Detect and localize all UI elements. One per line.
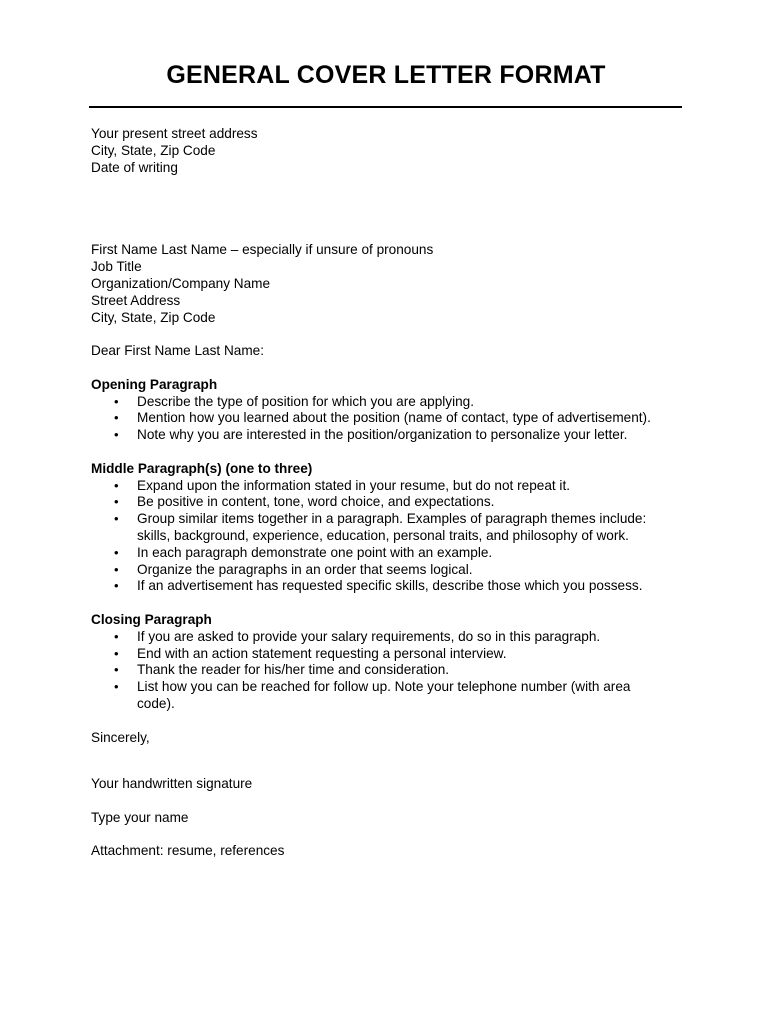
- list-item: • Expand upon the information stated in your resume, but do not repeat it.: [114, 477, 571, 493]
- middle-paragraph-heading: Middle Paragraph(s) (one to three): [91, 460, 313, 476]
- bullet-icon: •: [114, 679, 119, 695]
- bullet-icon: •: [114, 511, 119, 527]
- complimentary-close: Sincerely,: [91, 729, 150, 745]
- list-item: • Mention how you learned about the position (name of contact, type of advertisement).: [114, 410, 651, 426]
- list-item: • Thank the reader for his/her time and consideration.: [114, 662, 450, 678]
- list-item: • If you are asked to provide your salary requirements, do so in this paragraph.: [114, 628, 601, 644]
- bullet-icon: •: [114, 578, 119, 594]
- recipient-name: First Name Last Name – especially if unsure of pronouns: [91, 242, 434, 258]
- opening-bullet-list: [91, 394, 671, 444]
- opening-paragraph-section: [91, 377, 671, 444]
- attachment-line: Attachment: resume, references: [91, 843, 285, 859]
- list-item: • Organize the paragraphs in an order that seems logical.: [114, 561, 473, 577]
- bullet-icon: •: [114, 544, 119, 560]
- bullet-icon: •: [114, 561, 119, 577]
- list-item: • Note why you are interested in the position/organization to personalize your letter.: [114, 427, 628, 443]
- recipient-city-state-zip: City, State, Zip Code: [91, 309, 216, 325]
- recipient-job-title: Job Title: [91, 259, 142, 275]
- document-title: GENERAL COVER LETTER FORMAT: [166, 61, 606, 89]
- list-item: • Group similar items together in a paragraph. Examples of paragraph themes include: skills, background, experience, education, personal traits, and philosophy of work.: [114, 511, 647, 543]
- sender-address-block: [91, 126, 671, 176]
- closing-paragraph-section: [91, 612, 671, 713]
- list-item: • In each paragraph demonstrate one point with an example.: [114, 544, 493, 560]
- opening-paragraph-heading: Opening Paragraph: [91, 376, 218, 392]
- middle-bullet-list: [91, 478, 671, 596]
- bullet-icon: •: [114, 410, 119, 426]
- middle-paragraph-section: [91, 461, 671, 595]
- date-of-writing: Date of writing: [91, 159, 178, 175]
- bullet-icon: •: [114, 393, 119, 409]
- list-item: • List how you can be reached for follow up. Note your telephone number (with area code).: [114, 679, 631, 711]
- bullet-icon: •: [114, 628, 119, 644]
- bullet-icon: •: [114, 494, 119, 510]
- letter-body: [91, 126, 671, 860]
- recipient-address-block: [91, 242, 671, 326]
- list-item: • If an advertisement has requested specific skills, describe those which you possess.: [114, 578, 643, 594]
- signature-placeholder: Your handwritten signature: [91, 776, 253, 792]
- closing-bullet-list: [91, 629, 671, 713]
- recipient-street: Street Address: [91, 292, 181, 308]
- recipient-organization: Organization/Company Name: [91, 275, 271, 291]
- bullet-icon: •: [114, 645, 119, 661]
- list-item: • Describe the type of position for which you are applying.: [114, 393, 475, 409]
- typed-name-placeholder: Type your name: [91, 809, 189, 825]
- salutation: Dear First Name Last Name:: [91, 343, 264, 359]
- bullet-icon: •: [114, 427, 119, 443]
- list-item: • Be positive in content, tone, word choice, and expectations.: [114, 494, 495, 510]
- title-rule: [89, 106, 682, 108]
- closing-paragraph-heading: Closing Paragraph: [91, 611, 212, 627]
- sender-street: Your present street address: [91, 126, 258, 141]
- sender-city-state-zip: City, State, Zip Code: [91, 142, 216, 158]
- bullet-icon: •: [114, 477, 119, 493]
- bullet-icon: •: [114, 662, 119, 678]
- list-item: • End with an action statement requesting a personal interview.: [114, 645, 507, 661]
